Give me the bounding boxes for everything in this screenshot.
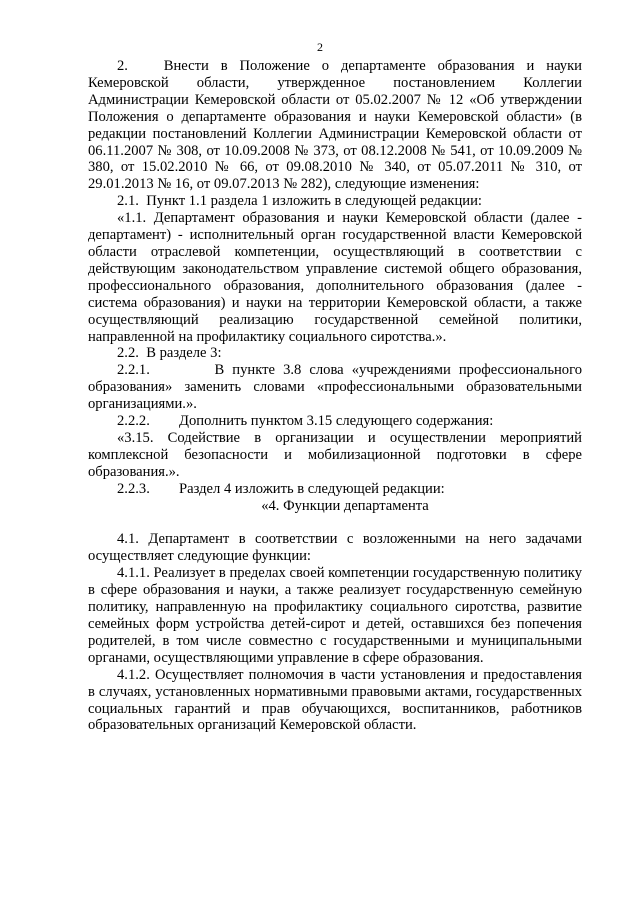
paragraph-4-1-1: 4.1.1. Реализует в пределах своей компетенции государственную политику в сфере образования и науки, а также реализует государственную семейную политику, направленную на профилактику социального сиротства, развитие семейных форм устройства детей-сирот и детей, оставшихся без попечения родителей, в том числе совместно с государственными и муниципальными органами, осуществляющими управление в сфере образования. <box>88 565 582 666</box>
paragraph-2-2: 2.2. В разделе 3: <box>117 345 222 362</box>
section-heading: «4. Функции департамента <box>261 497 429 514</box>
paragraph-4-1: 4.1. Департамент в соответствии с возложенными на него задачами осуществляет следующие функции: <box>88 531 582 565</box>
paragraph-2-2-3: 2.2.3. Раздел 4 изложить в следующей редакции: <box>117 480 445 497</box>
paragraph-2: 2. Внести в Положение о департаменте образования и науки Кемеровской области, утвержденное постановлением Коллегии Администрации Кемеровской области от 05.02.2007 № 12 «Об утверждении Положения о департаменте образования и науки Кемеровской области» (в редакции постановлений Коллегии Администрации Кемеровской области от 06.11.2007 № 308, от 10.09.2008 № 373, от 08.12.2008 № 541, от 10.09.2009 № 380, от 15.02.2010 № 66, от 09.08.2010 № 340, от 05.07.2011 № 310, от 29.01.2013 № 16, от 09.07.2013 № 282), следующие изменения: <box>88 58 582 193</box>
document-body <box>88 58 582 734</box>
paragraph-4-1-2: 4.1.2. Осуществляет полномочия в части установления и предоставления в случаях, установленных нормативными правовыми актами, государственных социальных гарантий и прав обучающихся, воспитанников, работников образовательных организаций Кемеровской области. <box>88 666 582 734</box>
blank-line <box>88 514 582 531</box>
paragraph-2-2-2: 2.2.2. Дополнить пунктом 3.15 следующего содержания: <box>117 413 494 430</box>
page-number: 2 <box>317 40 323 54</box>
paragraph-2-1: 2.1. Пункт 1.1 раздела 1 изложить в следующей редакции: <box>117 193 482 210</box>
paragraph-3-15-quote: «3.15. Содействие в организации и осуществлении мероприятий комплексной безопасности и мобилизационной подготовки в сфере образования.». <box>88 429 582 480</box>
paragraph-1-1-quote: «1.1. Департамент образования и науки Кемеровской области (далее - департамент) - исполнительный орган государственной власти Кемеровской области отраслевой компетенции, осуществляющий в соответствии с действующим законодательством управление системой общего образования, профессионального образования, дополнительного образования (далее - система образования) и науки на территории Кемеровской области, а также осуществляющий реализацию государственной семейной политики, направленной на профилактику социального сиротства.». <box>88 210 582 345</box>
paragraph-2-2-1: 2.2.1. В пункте 3.8 слова «учреждениями профессионального образования» заменить словами «профессиональными образовательными организациями.». <box>88 362 582 413</box>
